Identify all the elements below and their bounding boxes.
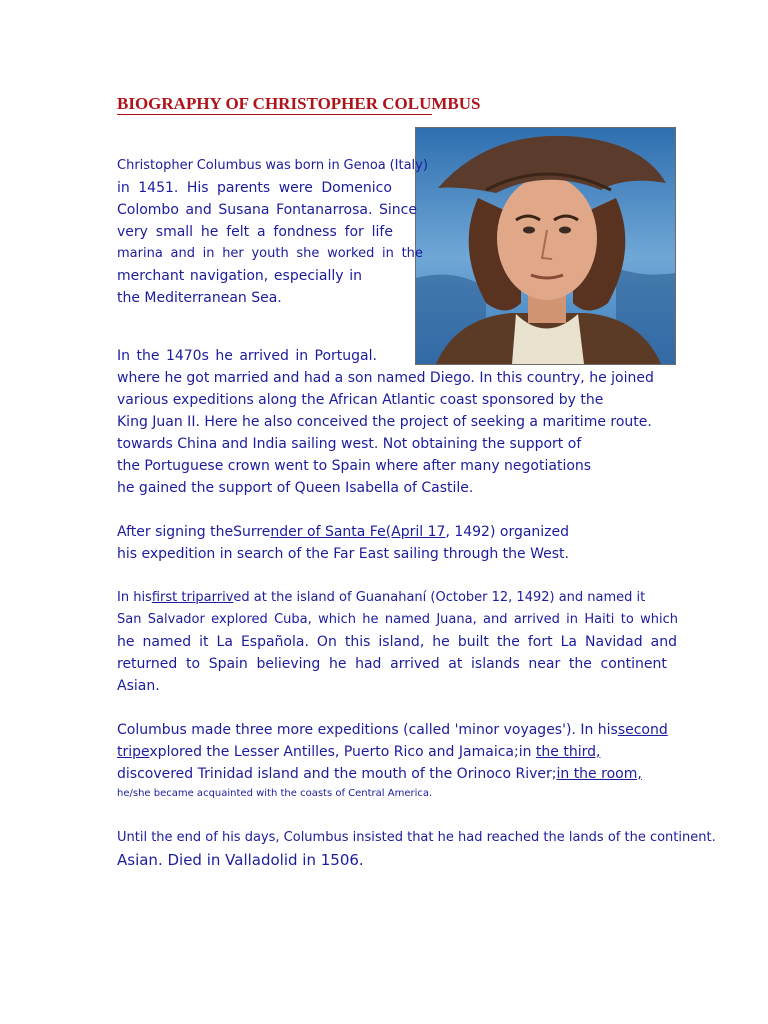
word: the [568,656,592,672]
word: worked [327,246,375,261]
word: 1451. [138,180,179,196]
word: in [202,246,215,261]
word: he [432,634,450,650]
word: in [117,180,130,196]
text-line: various expeditions along the African Atlantic coast sponsored by the [117,392,604,408]
word: islands [471,656,520,672]
text-line: he/she became acquainted with the coasts of Central America. [117,788,433,799]
text-segment: In his [117,590,152,605]
word: for [344,224,364,240]
portrait-illustration [416,128,675,364]
text-line: Asian. Died in Valladolid in 1506. [117,851,364,869]
word: in [566,612,579,627]
text-line: Until the end of his days, Columbus insisted that he had reached the lands of the continent. [117,830,716,845]
word: Salvador [147,612,205,627]
columbus-portrait [415,127,676,365]
word: La [216,634,233,650]
word: he [200,224,219,240]
word: On [316,634,337,650]
third-trip-link[interactable]: the third, [535,744,601,760]
word: Portugal. [314,348,377,364]
word: Colombo [117,202,179,218]
word: very [117,224,148,240]
word: in [327,158,340,173]
text-segment: After signing theSurre [117,524,271,540]
text-segment: discovered Trinidad island and the mouth of the Orinoco River; [117,766,557,782]
word: he [328,656,347,672]
word: Fontanarrosa. [276,202,373,218]
word: Haiti [584,612,615,627]
text-line [117,266,362,286]
word: were [278,180,313,196]
text-line [117,720,668,740]
word: the [136,348,160,364]
word: His [186,180,209,196]
word: he [362,612,379,627]
word: Navidad [585,634,643,650]
word: Christopher [117,158,193,173]
word: in [295,348,309,364]
word: small [155,224,194,240]
word: (Italy) [389,158,428,173]
word: a [256,224,266,240]
word: at [448,656,463,672]
word: 1470s [165,348,209,364]
word: arrived [513,612,560,627]
word: In [117,348,131,364]
word: continent [600,656,667,672]
word: fondness [273,224,337,240]
text-line [117,654,667,674]
text-line [117,156,428,176]
text-line [117,522,569,542]
word: he [215,348,233,364]
text-line [117,178,392,198]
word: Juana, [436,612,477,627]
word: named [384,612,430,627]
word: in [349,268,362,284]
text-line: Asian. [117,678,160,694]
word: which [640,612,678,627]
text-line: the Portuguese crown went to Spain where after many negotiations [117,458,592,474]
word: Cuba, [274,612,312,627]
word: returned [117,656,178,672]
word: it [199,634,209,650]
word: island, [378,634,425,650]
text-segment: ed at the island of Guanahaní (October 12, 1492) and named it [233,590,646,605]
text-line: the Mediterranean Sea. [117,290,282,306]
text-line [117,200,417,220]
text-line [117,742,600,762]
word: fort [527,634,553,650]
word: merchant [117,268,185,284]
word: this [344,634,371,650]
text-segment: xplored the Lesser Antilles, Puerto Rico and Jamaica;in [149,744,536,760]
word: arrived [390,656,440,672]
word: to [185,656,201,672]
word: named [142,634,192,650]
text-line [117,244,423,264]
fourth-trip-link[interactable]: in the room, [556,766,642,782]
word: she [296,246,320,261]
word: and [185,202,212,218]
word: life [371,224,393,240]
first-trip-link[interactable]: first triparriv [151,590,234,605]
word: which [318,612,356,627]
word: and [650,634,677,650]
text-line [117,764,642,784]
word: was [265,158,291,173]
word: he [117,634,135,650]
word: navigation, [189,268,269,284]
word: built [457,634,489,650]
word: Susana [218,202,270,218]
word: the [401,246,423,261]
text-line [117,222,393,242]
word: Columbus [196,158,262,173]
word: arrived [239,348,289,364]
text-line: towards China and India sailing west. Not obtaining the support of [117,436,582,452]
word: born [294,158,325,173]
word: explored [211,612,268,627]
text-segment: Columbus made three more expeditions (called 'minor voyages'). In his [117,722,618,738]
word: San [117,612,142,627]
text-line: King Juan II. Here he also conceived the project of seeking a maritime route. [117,414,652,430]
word: in [382,246,394,261]
page-title: BIOGRAPHY OF CHRISTOPHER COLUMBUS [117,94,481,113]
word: had [355,656,382,672]
word: marina [117,246,163,261]
word: Since [379,202,417,218]
text-line: where he got married and had a son named Diego. In this country, he joined [117,370,654,386]
word: the [496,634,520,650]
text-line [117,610,678,630]
word: parents [217,180,271,196]
text-line [117,632,677,652]
title-underline [117,114,432,115]
word: Genoa [343,158,386,173]
word: her [222,246,244,261]
text-line: he gained the support of Queen Isabella of Castile. [117,480,474,496]
word: near [528,656,561,672]
second-trip-link-cont[interactable]: tripe [117,744,150,760]
text-line [117,346,377,366]
word: especially [273,268,344,284]
word: and [483,612,508,627]
word: and [170,246,195,261]
text-line [117,588,645,608]
word: Domenico [321,180,392,196]
word: youth [251,246,289,261]
word: to [620,612,634,627]
word: felt [226,224,250,240]
word: La [560,634,578,650]
text-line: his expedition in search of the Far East sailing through the West. [117,546,569,562]
word: Española. [240,634,309,650]
word: believing [256,656,321,672]
text-segment: , 1492) organized [445,524,570,540]
second-trip-link[interactable]: second [617,722,668,738]
word: Spain [208,656,248,672]
santa-fe-link[interactable]: nder of Santa Fe(April 17 [270,524,446,540]
